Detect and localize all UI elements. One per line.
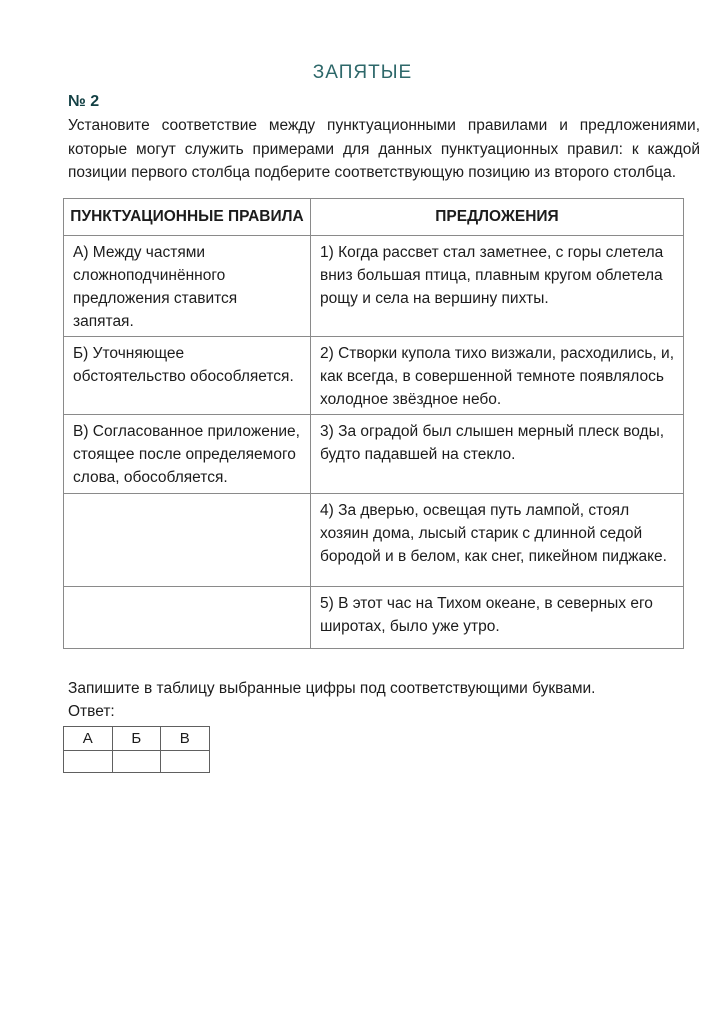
rule-cell-b: Б) Уточняющее обстоятельство обособляется. [64, 336, 311, 414]
answer-value-v [161, 750, 210, 772]
sentence-cell-1: 1) Когда рассвет стал заметнее, с горы слетела вниз большая птица, плавным кругом облетела рощу и села на вершину пихты. [311, 235, 684, 336]
answer-table [63, 726, 210, 773]
table-row [64, 414, 684, 493]
column-header-rules: ПУНКТУАЦИОННЫЕ ПРАВИЛА [64, 198, 311, 235]
sentence-cell-4: 4) За дверью, освещая путь лампой, стоял хозяин дома, лысый старик с длинной седой бородой и в белом, как снег, пикейном пиджаке. [311, 493, 684, 586]
table-row [64, 586, 684, 648]
sentence-cell-5: 5) В этот час на Тихом океане, в северных его широтах, было уже утро. [311, 586, 684, 648]
matching-table [63, 198, 684, 649]
page-title: ЗАПЯТЫЕ [312, 62, 413, 83]
answer-value-row [64, 750, 210, 772]
answer-instruction: Запишите в таблицу выбранные цифры под соответствующими буквами. [68, 679, 596, 697]
answer-value-a [64, 750, 113, 772]
table-row [64, 336, 684, 414]
sentence-cell-2: 2) Створки купола тихо визжали, расходились, и, как всегда, в совершенной темноте появлялось холодное звёздное небо. [311, 336, 684, 414]
column-header-sentences: ПРЕДЛОЖЕНИЯ [311, 198, 684, 235]
task-number: № 2 [68, 93, 100, 110]
rule-cell-a: А) Между частями сложноподчинённого предложения ставится запятая. [64, 235, 311, 336]
rule-cell-empty-1 [64, 493, 311, 586]
answer-value-b [112, 750, 161, 772]
answer-col-v: В [161, 726, 210, 750]
table-row [64, 493, 684, 586]
rule-cell-empty-2 [64, 586, 311, 648]
sentence-cell-3: 3) За оградой был слышен мерный плеск воды, будто падавшей на стекло. [311, 414, 684, 493]
answer-col-a: А [64, 726, 113, 750]
answer-header-row [64, 726, 210, 750]
answer-col-b: Б [112, 726, 161, 750]
task-instruction: Установите соответствие между пунктуационными правилами и предложениями, которые могут служить примерами для данных пунктуационных правил: к каждой позиции первого столбца подберите соответствующую позицию из второго столбца. [68, 117, 700, 181]
table-header-row [64, 198, 684, 235]
rule-cell-v: В) Согласованное приложение, стоящее после определяемого слова, обособляется. [64, 414, 311, 493]
table-row [64, 235, 684, 336]
answer-label: Ответ: [68, 702, 115, 720]
